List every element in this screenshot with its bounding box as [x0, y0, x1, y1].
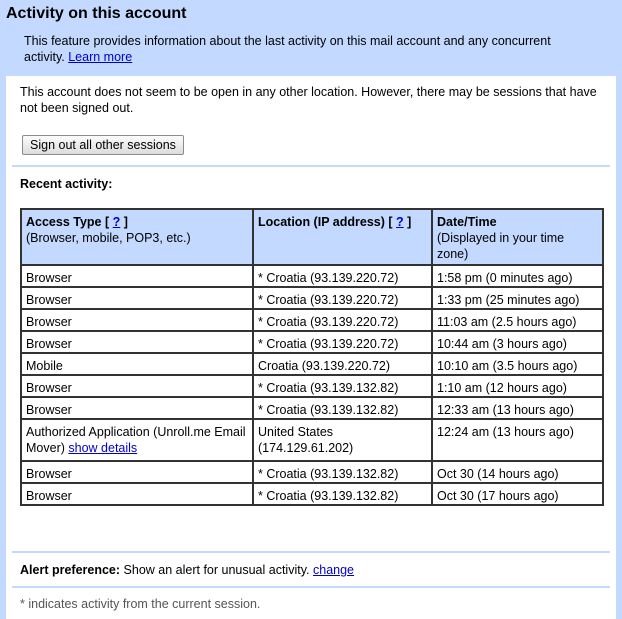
table-row	[21, 353, 603, 375]
access-type-cell: Browser	[21, 287, 253, 309]
session-notice: This account does not seem to be open in any other location. However, there may be sessions that have not been signed out.	[20, 85, 597, 115]
access-type-cell: Mobile	[21, 353, 253, 375]
app-name: Authorized Application (Unroll.me Email Mover)	[26, 425, 246, 455]
table-row	[21, 419, 603, 461]
change-alert-link[interactable]: change	[313, 563, 355, 577]
location-cell: United States (174.129.61.202)	[253, 419, 432, 461]
datetime-cell: 1:10 am (12 hours ago)	[432, 375, 603, 397]
table-row	[21, 461, 603, 483]
datetime-cell: 10:44 am (3 hours ago)	[432, 331, 603, 353]
access-type-cell: Browser	[21, 309, 253, 331]
table-row	[21, 397, 603, 419]
location-cell: * Croatia (93.139.220.72)	[253, 331, 432, 353]
table-row	[21, 309, 603, 331]
access-type-cell: Browser	[21, 483, 253, 505]
title-bar	[0, 0, 622, 29]
location-cell: * Croatia (93.139.220.72)	[253, 265, 432, 287]
activity-panel	[6, 76, 616, 619]
datetime-cell: 11:03 am (2.5 hours ago)	[432, 309, 603, 331]
location-cell: * Croatia (93.139.132.82)	[253, 461, 432, 483]
access-type-cell	[21, 419, 253, 461]
separator	[12, 165, 610, 167]
table-row	[21, 375, 603, 397]
description-text: This feature provides information about the last activity on this mail account and any concurrent activity.	[24, 34, 551, 64]
location-cell: * Croatia (93.139.132.82)	[253, 397, 432, 419]
recent-activity-label: Recent activity:	[20, 177, 113, 191]
feature-description	[24, 33, 584, 65]
sign-out-all-sessions-button[interactable]: Sign out all other sessions	[22, 135, 184, 155]
alert-preference-label: Alert preference:	[20, 563, 121, 577]
location-header: Location (IP address) [ ? ]	[253, 209, 432, 265]
location-cell: Croatia (93.139.220.72)	[253, 353, 432, 375]
table-header-row	[21, 209, 603, 265]
location-cell: * Croatia (93.139.220.72)	[253, 309, 432, 331]
datetime-header	[432, 209, 603, 265]
access-type-header: Access Type [ ? ] (Browser, mobile, POP3, etc.)	[21, 209, 253, 265]
access-type-cell: Browser	[21, 461, 253, 483]
table-row	[21, 483, 603, 505]
activity-table	[20, 208, 604, 506]
separator	[12, 551, 610, 553]
datetime-cell: 10:10 am (3.5 hours ago)	[432, 353, 603, 375]
alert-preference-text: Show an alert for unusual activity.	[123, 563, 310, 577]
access-type-subtitle: (Browser, mobile, POP3, etc.)	[26, 231, 191, 245]
current-session-footnote: * indicates activity from the current session.	[20, 597, 261, 611]
datetime-subtitle: (Displayed in your time zone)	[437, 231, 565, 261]
learn-more-link[interactable]: Learn more	[68, 50, 133, 64]
table-row	[21, 331, 603, 353]
table-row	[21, 265, 603, 287]
location-cell: * Croatia (93.139.220.72)	[253, 287, 432, 309]
alert-preference	[20, 563, 354, 577]
access-type-cell: Browser	[21, 397, 253, 419]
location-help-link[interactable]: ?	[396, 215, 404, 229]
location-title: Location (IP address)	[258, 215, 385, 229]
datetime-cell: 1:33 pm (25 minutes ago)	[432, 287, 603, 309]
access-type-title: Access Type	[26, 215, 102, 229]
datetime-cell: 1:58 pm (0 minutes ago)	[432, 265, 603, 287]
show-details-link[interactable]: show details	[68, 441, 138, 455]
table-row	[21, 287, 603, 309]
datetime-cell: 12:24 am (13 hours ago)	[432, 419, 603, 461]
location-cell: * Croatia (93.139.132.82)	[253, 483, 432, 505]
access-type-cell: Browser	[21, 265, 253, 287]
separator	[12, 586, 610, 588]
datetime-cell: Oct 30 (14 hours ago)	[432, 461, 603, 483]
datetime-cell: 12:33 am (13 hours ago)	[432, 397, 603, 419]
location-cell: * Croatia (93.139.132.82)	[253, 375, 432, 397]
datetime-title: Date/Time	[437, 215, 497, 229]
page-title: Activity on this account	[6, 5, 187, 22]
access-type-help-link[interactable]: ?	[112, 215, 121, 229]
access-type-cell: Browser	[21, 375, 253, 397]
access-type-cell: Browser	[21, 331, 253, 353]
datetime-cell: Oct 30 (17 hours ago)	[432, 483, 603, 505]
